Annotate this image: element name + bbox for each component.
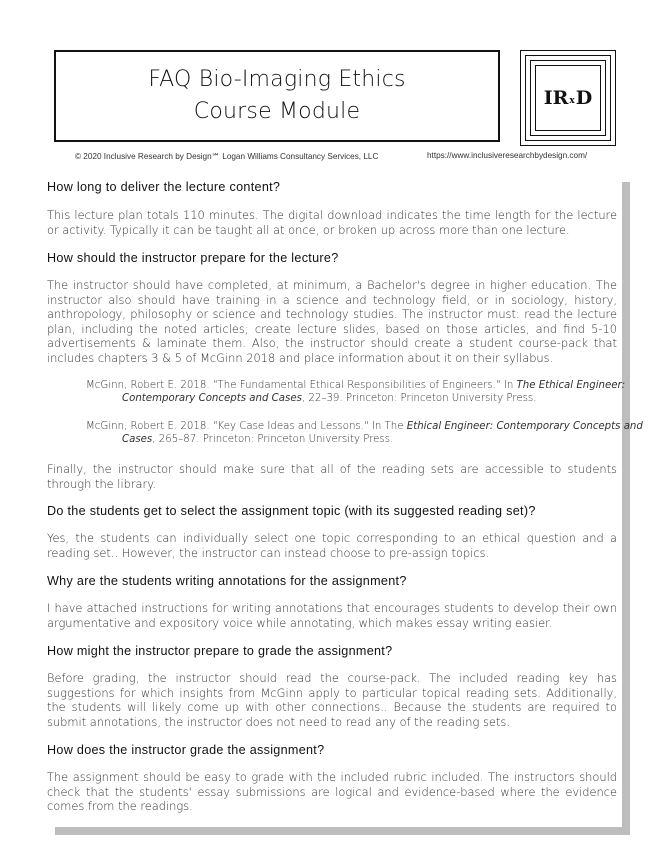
document-title-line-2: Course Module bbox=[193, 99, 361, 124]
faq-question-2: How should the instructor prepare for the lecture? bbox=[47, 251, 339, 265]
faq-answer-5: Before grading, the instructor should read the course-pack. The included reading key has suggestions for which insights from McGinn apply to particular topical reading sets. Additionally, the students will likely come up with other connections.. Because the students are required to submit annotations, the instructor does not need to read any of the reading sets. bbox=[47, 671, 617, 729]
copyright-notice: © 2020 Inclusive Research by Design℠ Logan Williams Consultancy Services, LLC bbox=[75, 152, 379, 161]
reference-2: McGinn, Robert E. 2018. "Key Case Ideas and Lessons." In The Ethical Engineer: Contemporary Concepts and Cases, 265–87. Princeton: Princeton University Press. bbox=[86, 421, 643, 445]
irxd-logo bbox=[520, 50, 616, 146]
faq-answer-4: I have attached instructions for writing annotations that encourages students to develop their own argumentative and expository voice while annotating, which makes essay writing easier. bbox=[47, 601, 617, 630]
website-url: https://www.inclusiveresearchbydesign.com/ bbox=[427, 151, 588, 160]
faq-question-5: How might the instructor prepare to grade the assignment? bbox=[47, 644, 393, 658]
title-box bbox=[54, 50, 500, 142]
faq-answer-2: The instructor should have completed, at minimum, a Bachelor's degree in higher education. The instructor also should have training in a science and technology field, or in sociology, history, anthropology, philosophy or science and technology studies. The instructor must: read the lecture plan, including the noted articles; create lecture slides, based on those articles, and find 5-10 advertisements & laminate them. Also, the instructor should create a student course-pack that includes chapters 3 & 5 of McGinn 2018 and place information about it on their syllabus. bbox=[47, 278, 617, 365]
logo-text: IR x D bbox=[543, 87, 593, 109]
faq-answer-2-followup: Finally, the instructor should make sure that all of the reading sets are accessible to students through the library. bbox=[47, 462, 617, 491]
faq-question-3: Do the students get to select the assignment topic (with its suggested reading set)? bbox=[47, 504, 536, 518]
faq-answer-1: This lecture plan totals 110 minutes. The digital download indicates the time length for the lecture or activity. Typically it can be taught all at once, or broken up across more than one lecture. bbox=[47, 208, 617, 237]
faq-question-1: How long to deliver the lecture content? bbox=[47, 180, 281, 194]
faq-question-6: How does the instructor grade the assignment? bbox=[47, 743, 325, 757]
faq-panel bbox=[47, 173, 643, 827]
faq-answer-3: Yes, the students can individually select one topic corresponding to an ethical question and a reading set.. However, the instructor can instead choose to pre-assign topics. bbox=[47, 531, 617, 560]
faq-answer-6: The assignment should be easy to grade with the included rubric included. The instructors should check that the students' essay submissions are logical and evidence-based where the evidence comes from the readings. bbox=[47, 770, 617, 813]
document-title-line-1: FAQ Bio-Imaging Ethics bbox=[148, 67, 406, 92]
reference-1: McGinn, Robert E. 2018. "The Fundamental Ethical Responsibilities of Engineers." In The Ethical Engineer: Contemporary Concepts and Cases, 22–39. Princeton: Princeton University Press. bbox=[86, 380, 626, 404]
faq-question-4: Why are the students writing annotations for the assignment? bbox=[47, 574, 407, 588]
